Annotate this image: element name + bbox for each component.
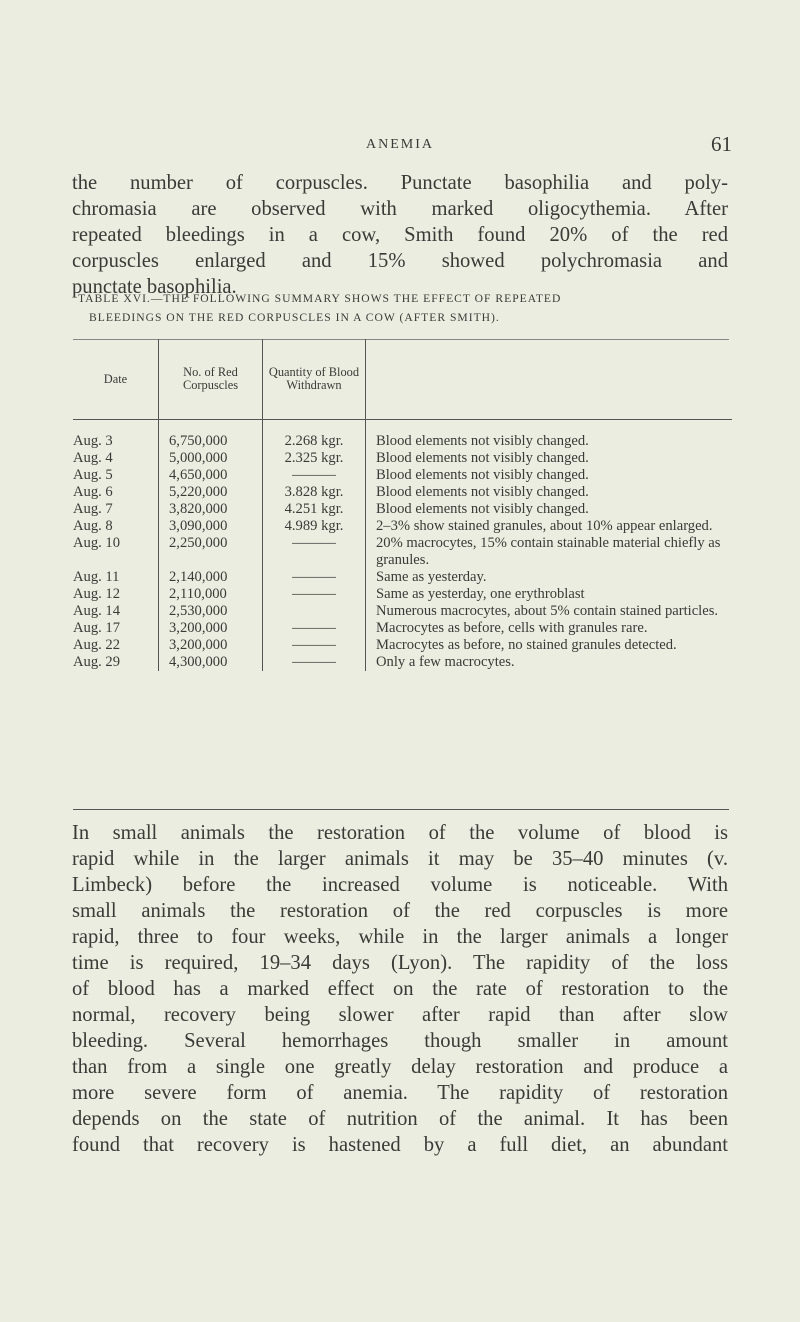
text-line: corpuscles enlarged and 15% showed polychromasia and xyxy=(72,250,728,272)
date-cell: Aug. 10 xyxy=(73,535,159,569)
note-cell: Only a few macrocytes. xyxy=(376,654,515,670)
header-date: Date xyxy=(73,339,159,420)
withdrawn-cell: ——— xyxy=(263,467,366,484)
withdrawn-cell: 4.251 kgr. xyxy=(263,501,366,518)
note-cell: Same as yesterday, one erythroblast xyxy=(376,586,585,602)
text-line: of blood has a marked effect on the rate of restoration to the xyxy=(72,978,728,1000)
header-notes xyxy=(366,339,733,420)
caption-line: BLEEDINGS ON THE RED CORPUSCLES IN A COW (AFTER SMITH). xyxy=(89,311,500,324)
withdrawn-cell: 2.325 kgr. xyxy=(263,450,366,467)
caption-line: TABLE XVI.—THE FOLLOWING SUMMARY SHOWS THE EFFECT OF REPEATED xyxy=(78,292,562,305)
withdrawn-cell: 2.268 kgr. xyxy=(263,420,366,451)
table-row xyxy=(73,420,732,451)
date-cell: Aug. 6 xyxy=(73,484,159,501)
note-cell: Blood elements not visibly changed. xyxy=(376,450,589,466)
table-row xyxy=(73,569,732,586)
corpuscles-cell: 3,090,000 xyxy=(159,518,263,535)
text-line: time is required, 19–34 days (Lyon). The rapidity of the loss xyxy=(72,952,728,974)
note-cell: 20% macrocytes, 15% contain stainable material chiefly as granules. xyxy=(376,535,721,568)
corpuscles-cell: 2,110,000 xyxy=(159,586,263,603)
text-line: punctate basophilia. xyxy=(72,276,237,298)
table-row xyxy=(73,654,732,671)
note-cell: Blood elements not visibly changed. xyxy=(376,501,589,517)
note-cell: Blood elements not visibly changed. xyxy=(376,467,589,483)
date-cell: Aug. 12 xyxy=(73,586,159,603)
withdrawn-cell: ——— xyxy=(263,654,366,671)
withdrawn-cell: ——— xyxy=(263,586,366,603)
table-row xyxy=(73,603,732,620)
withdrawn-cell: ——— xyxy=(263,620,366,637)
date-cell: Aug. 7 xyxy=(73,501,159,518)
table-bottom-rule xyxy=(73,809,729,810)
note-cell: Numerous macrocytes, about 5% contain stained particles. xyxy=(376,603,719,619)
text-line: repeated bleedings in a cow, Smith found 20% of the red xyxy=(72,224,728,246)
note-cell: Macrocytes as before, no stained granules detected. xyxy=(376,637,677,653)
withdrawn-cell: 3.828 kgr. xyxy=(263,484,366,501)
date-cell: Aug. 4 xyxy=(73,450,159,467)
text-line: rapid while in the larger animals it may be 35–40 minutes (v. xyxy=(72,848,728,870)
table-row xyxy=(73,586,732,603)
table-row xyxy=(73,484,732,501)
header-corpuscles: No. of Red Corpuscles xyxy=(159,339,263,420)
corpuscles-cell: 3,820,000 xyxy=(159,501,263,518)
table-row xyxy=(73,637,732,654)
withdrawn-cell: ——— xyxy=(263,535,366,569)
note-cell: Macrocytes as before, cells with granules rare. xyxy=(376,620,648,636)
date-cell: Aug. 11 xyxy=(73,569,159,586)
page-number: 61 xyxy=(711,132,732,156)
table-row xyxy=(73,501,732,518)
table-caption xyxy=(78,289,728,327)
text-line: normal, recovery being slower after rapid than after slow xyxy=(72,1004,728,1026)
corpuscles-cell: 2,530,000 xyxy=(159,603,263,620)
text-line: small animals the restoration of the red corpuscles is more xyxy=(72,900,728,922)
corpuscles-cell: 6,750,000 xyxy=(159,420,263,451)
date-cell: Aug. 14 xyxy=(73,603,159,620)
date-cell: Aug. 5 xyxy=(73,467,159,484)
note-cell: Same as yesterday. xyxy=(376,569,487,585)
running-title: ANEMIA xyxy=(366,137,434,152)
date-cell: Aug. 29 xyxy=(73,654,159,671)
table-row xyxy=(73,467,732,484)
withdrawn-cell: ——— xyxy=(263,637,366,654)
corpuscles-cell: 4,650,000 xyxy=(159,467,263,484)
text-line: In small animals the restoration of the volume of blood is xyxy=(72,822,728,844)
text-line: Limbeck) before the increased volume is noticeable. With xyxy=(72,874,728,896)
withdrawn-cell: 4.989 kgr. xyxy=(263,518,366,535)
table-row xyxy=(73,518,732,535)
note-cell: 2–3% show stained granules, about 10% appear enlarged. xyxy=(376,518,713,534)
date-cell: Aug. 17 xyxy=(73,620,159,637)
table-row xyxy=(73,535,732,569)
running-head xyxy=(0,132,800,161)
table-header-row xyxy=(73,339,732,420)
text-line: bleeding. Several hemorrhages though smaller in amount xyxy=(72,1030,728,1052)
note-cell: Blood elements not visibly changed. xyxy=(376,433,589,449)
corpuscles-cell: 2,250,000 xyxy=(159,535,263,569)
text-line: than from a single one greatly delay restoration and produce a xyxy=(72,1056,728,1078)
date-cell: Aug. 8 xyxy=(73,518,159,535)
note-cell: Blood elements not visibly changed. xyxy=(376,484,589,500)
corpuscles-cell: 3,200,000 xyxy=(159,620,263,637)
paragraph-1 xyxy=(72,170,728,300)
date-cell: Aug. 3 xyxy=(73,420,159,451)
table-row xyxy=(73,450,732,467)
corpuscles-cell: 3,200,000 xyxy=(159,637,263,654)
paragraph-2 xyxy=(72,820,728,1158)
text-line: chromasia are observed with marked oligocythemia. After xyxy=(72,198,728,220)
text-line: more severe form of anemia. The rapidity of restoration xyxy=(72,1082,728,1104)
text-line: rapid, three to four weeks, while in the larger animals a longer xyxy=(72,926,728,948)
corpuscles-cell: 2,140,000 xyxy=(159,569,263,586)
summary-table xyxy=(73,339,732,671)
corpuscles-cell: 4,300,000 xyxy=(159,654,263,671)
text-line: depends on the state of nutrition of the animal. It has been xyxy=(72,1108,728,1130)
withdrawn-cell: ——— xyxy=(263,569,366,586)
corpuscles-cell: 5,220,000 xyxy=(159,484,263,501)
text-line: found that recovery is hastened by a full diet, an abundant xyxy=(72,1134,728,1156)
withdrawn-cell xyxy=(263,603,366,620)
corpuscles-cell: 5,000,000 xyxy=(159,450,263,467)
header-withdrawn: Quantity of Blood Withdrawn xyxy=(263,339,366,420)
date-cell: Aug. 22 xyxy=(73,637,159,654)
table-row xyxy=(73,620,732,637)
text-line: the number of corpuscles. Punctate basophilia and poly- xyxy=(72,172,728,194)
